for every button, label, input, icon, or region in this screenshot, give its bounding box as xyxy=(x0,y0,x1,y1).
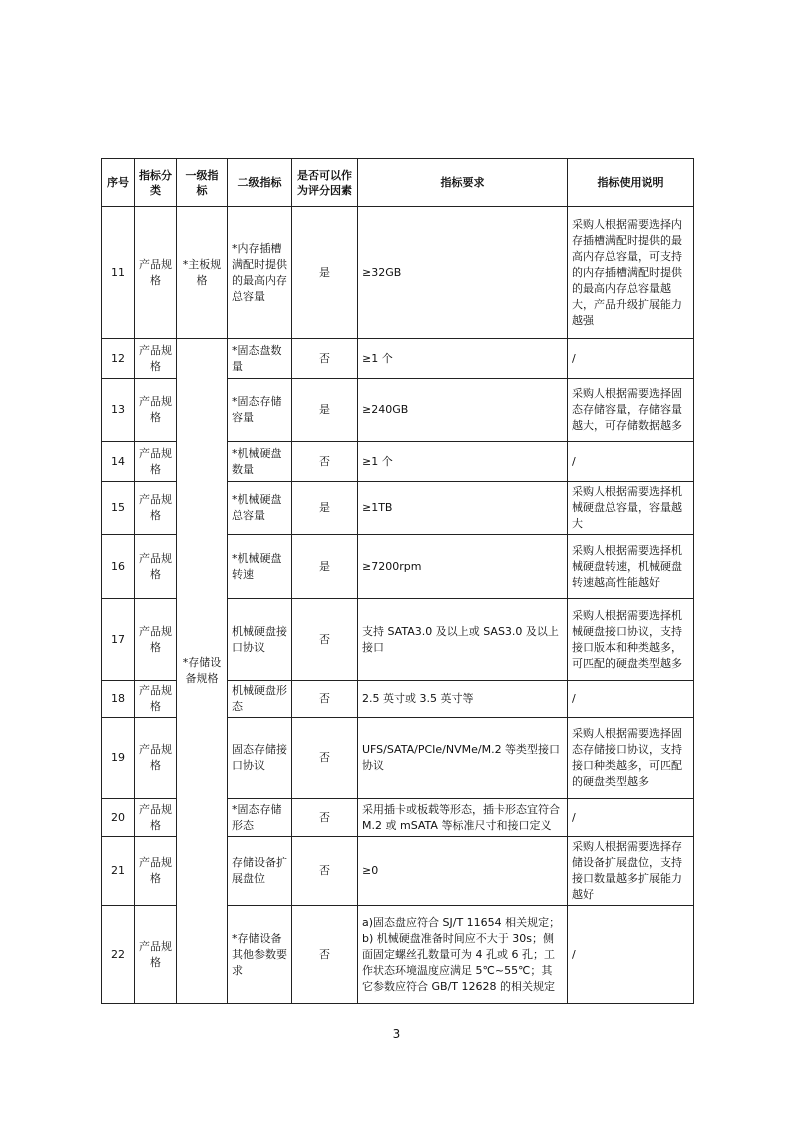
level1-mainboard: *主板规格 xyxy=(177,207,228,339)
row-number: 21 xyxy=(102,837,135,906)
row-number: 11 xyxy=(102,207,135,339)
row-requirement: ≥1TB xyxy=(358,482,568,535)
row-requirement: a)固态盘应符合 SJ/T 11654 相关规定；b) 机械硬盘准备时间应不大于 30s；侧面固定螺丝孔数量可为 4 孔或 6 孔；工作状态环境温度应满足 5℃~55℃；其它参数应符合 GB/T 12628 的相关规定 xyxy=(358,906,568,1004)
row-category: 产品规格 xyxy=(135,442,177,482)
page-number: 3 xyxy=(392,1027,401,1041)
row-category: 产品规格 xyxy=(135,906,177,1004)
header-cell: 指标使用说明 xyxy=(568,159,694,207)
row-number: 15 xyxy=(102,482,135,535)
header-cell: 指标分类 xyxy=(135,159,177,207)
row-requirement: ≥7200rpm xyxy=(358,535,568,599)
row-requirement: ≥240GB xyxy=(358,379,568,442)
row-category: 产品规格 xyxy=(135,207,177,339)
row-level2: 存储设备扩展盘位 xyxy=(228,837,292,906)
row-number: 16 xyxy=(102,535,135,599)
spec-table xyxy=(101,158,694,1004)
row-note: 采购人根据需要选择机械硬盘总容量，容量越大 xyxy=(568,482,694,535)
row-requirement: ≥1 个 xyxy=(358,339,568,379)
row-scoring: 是 xyxy=(292,207,358,339)
row-requirement: ≥32GB xyxy=(358,207,568,339)
row-note: 采购人根据需要选择机械硬盘转速，机械硬盘转速越高性能越好 xyxy=(568,535,694,599)
row-note: 采购人根据需要选择固态存储接口协议，支持接口种类越多，可匹配的硬盘类型越多 xyxy=(568,718,694,799)
row-scoring: 否 xyxy=(292,906,358,1004)
header-cell: 一级指标 xyxy=(177,159,228,207)
table-row xyxy=(102,339,694,379)
row-level2: *存储设备其他参数要求 xyxy=(228,906,292,1004)
row-requirement: 采用插卡或板载等形态，插卡形态宜符合 M.2 或 mSATA 等标准尺寸和接口定义 xyxy=(358,799,568,837)
row-note: / xyxy=(568,681,694,718)
row-level2: *机械硬盘数量 xyxy=(228,442,292,482)
row-requirement: ≥0 xyxy=(358,837,568,906)
header-cell: 序号 xyxy=(102,159,135,207)
row-note: 采购人根据需要选择内存插槽满配时提供的最高内存总容量，可支持的内存插槽满配时提供的最高内存总容量越大，产品升级扩展能力越强 xyxy=(568,207,694,339)
row-note: 采购人根据需要选择机械硬盘接口协议，支持接口版本和种类越多，可匹配的硬盘类型越多 xyxy=(568,599,694,681)
row-scoring: 否 xyxy=(292,837,358,906)
row-number: 13 xyxy=(102,379,135,442)
table-header-row xyxy=(102,159,694,207)
row-level2: *固态存储形态 xyxy=(228,799,292,837)
row-note: / xyxy=(568,906,694,1004)
header-cell: 是否可以作为评分因素 xyxy=(292,159,358,207)
row-scoring: 否 xyxy=(292,599,358,681)
row-scoring: 否 xyxy=(292,442,358,482)
row-scoring: 是 xyxy=(292,535,358,599)
row-level2: *机械硬盘总容量 xyxy=(228,482,292,535)
row-level2: 机械硬盘接口协议 xyxy=(228,599,292,681)
row-requirement: ≥1 个 xyxy=(358,442,568,482)
row-level2: *固态存储容量 xyxy=(228,379,292,442)
row-category: 产品规格 xyxy=(135,799,177,837)
row-level2: 固态存储接口协议 xyxy=(228,718,292,799)
row-scoring: 是 xyxy=(292,482,358,535)
row-note: 采购人根据需要选择存储设备扩展盘位，支持接口数量越多扩展能力越好 xyxy=(568,837,694,906)
row-note: / xyxy=(568,442,694,482)
row-number: 19 xyxy=(102,718,135,799)
row-scoring: 否 xyxy=(292,718,358,799)
row-number: 14 xyxy=(102,442,135,482)
row-category: 产品规格 xyxy=(135,681,177,718)
table-row xyxy=(102,207,694,339)
row-requirement: 2.5 英寸或 3.5 英寸等 xyxy=(358,681,568,718)
row-number: 17 xyxy=(102,599,135,681)
row-number: 20 xyxy=(102,799,135,837)
row-category: 产品规格 xyxy=(135,718,177,799)
row-requirement: 支持 SATA3.0 及以上或 SAS3.0 及以上接口 xyxy=(358,599,568,681)
row-requirement: UFS/SATA/PCIe/NVMe/M.2 等类型接口协议 xyxy=(358,718,568,799)
row-category: 产品规格 xyxy=(135,379,177,442)
row-category: 产品规格 xyxy=(135,535,177,599)
row-category: 产品规格 xyxy=(135,837,177,906)
row-number: 18 xyxy=(102,681,135,718)
row-category: 产品规格 xyxy=(135,599,177,681)
header-cell: 二级指标 xyxy=(228,159,292,207)
row-category: 产品规格 xyxy=(135,482,177,535)
row-level2: *内存插槽满配时提供的最高内存总容量 xyxy=(228,207,292,339)
row-scoring: 否 xyxy=(292,681,358,718)
row-scoring: 否 xyxy=(292,339,358,379)
level1-storage: *存储设备规格 xyxy=(177,339,228,1004)
row-level2: 机械硬盘形态 xyxy=(228,681,292,718)
row-level2: *固态盘数量 xyxy=(228,339,292,379)
row-note: / xyxy=(568,799,694,837)
row-number: 22 xyxy=(102,906,135,1004)
row-level2: *机械硬盘转速 xyxy=(228,535,292,599)
row-note: / xyxy=(568,339,694,379)
row-scoring: 是 xyxy=(292,379,358,442)
row-number: 12 xyxy=(102,339,135,379)
row-scoring: 否 xyxy=(292,799,358,837)
header-cell: 指标要求 xyxy=(358,159,568,207)
row-note: 采购人根据需要选择固态存储容量，存储容量越大，可存储数据越多 xyxy=(568,379,694,442)
row-category: 产品规格 xyxy=(135,339,177,379)
